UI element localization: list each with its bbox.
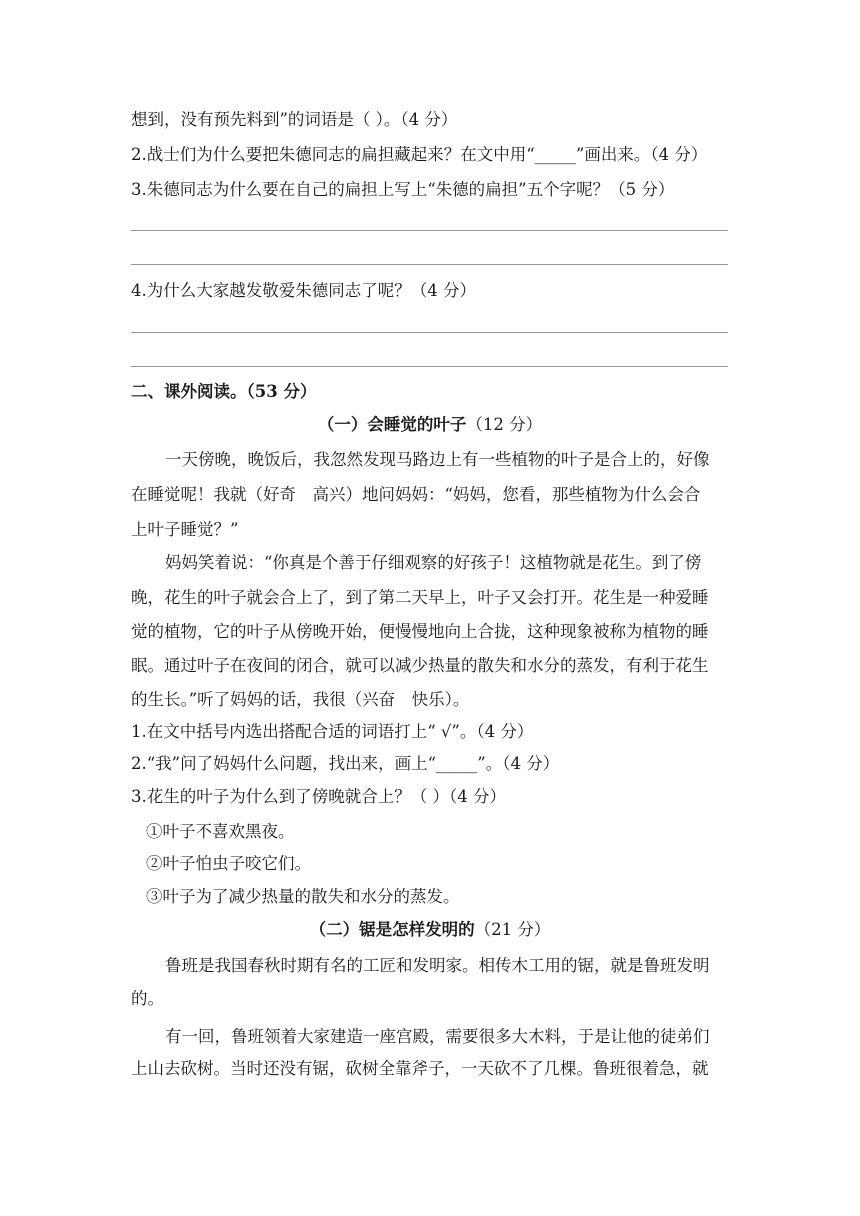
- passage-line: 鲁班是我国春秋时期有名的工匠和发明家。相传木工用的锯，就是鲁班发明: [165, 956, 710, 975]
- choice-option: ③叶子为了减少热量的散失和水分的蒸发。: [146, 887, 460, 906]
- answer-line: [131, 332, 728, 333]
- passage-line: 眠。通过叶子在夜间的闭合，就可以减少热量的散失和水分的蒸发，有利于花生: [131, 656, 709, 675]
- question-1-continuation: 想到，没有预先料到”的词语是（ ）。（4 分）: [131, 110, 458, 129]
- passage-line: 觉的植物，它的叶子从傍晚开始，便慢慢地向上合拢，这种现象被称为植物的睡: [131, 622, 709, 641]
- passage-line: 妈妈笑着说：“你真是个善于仔细观察的好孩子！这植物就是花生。到了傍: [165, 553, 702, 572]
- passage-line: 有一回，鲁班领着大家建造一座宫殿，需要很多大木料，于是让他的徒弟们: [165, 1027, 710, 1046]
- answer-line: [131, 366, 728, 367]
- passage-line: 上山去砍树。当时还没有锯，砍树全靠斧子，一天砍不了几棵。鲁班很着急，就: [131, 1059, 709, 1078]
- section-heading: 二、课外阅读。（53 分）: [131, 382, 317, 401]
- passage-title: [0, 919, 860, 941]
- passage-line: 一天傍晚，晚饭后，我忽然发现马路边上有一些植物的叶子是合上的，好像: [165, 450, 710, 469]
- passage-line: 的生长。”听了妈妈的话，我很（兴奋 快乐）。: [131, 690, 470, 709]
- question-3: 3.朱德同志为什么要在自己的扁担上写上“朱德的扁担”五个字呢？（5 分）: [131, 180, 675, 199]
- question: 3.花生的叶子为什么到了傍晚就合上？（ ）（4 分）: [131, 787, 506, 806]
- question-2: 2.战士们为什么要把朱德同志的扁担藏起来？在文中用“_____”画出来。（4 分）: [131, 145, 708, 164]
- question: 2.“我”问了妈妈什么问题，找出来，画上“_____”。（4 分）: [131, 754, 560, 773]
- choice-option: ②叶子怕虫子咬它们。: [146, 854, 311, 873]
- choice-option: ①叶子不喜欢黑夜。: [146, 822, 295, 841]
- passage-title-text: （一）会睡觉的叶子: [317, 415, 467, 434]
- passage-line: 晚，花生的叶子就会合上了，到了第二天早上，叶子又会打开。花生是一种爱睡: [131, 588, 709, 607]
- question: 1.在文中括号内选出搭配合适的词语打上“ √”。（4 分）: [131, 722, 534, 741]
- passage-title-text: （二）锯是怎样发明的: [309, 920, 475, 939]
- passage-line: 的。: [131, 989, 164, 1008]
- passage-line: 在睡觉呢！我就（好奇 高兴）地问妈妈：“妈妈，您看，那些植物为什么会合: [131, 485, 701, 504]
- passage-title: [0, 414, 860, 436]
- passage-score: （21 分）: [474, 920, 551, 939]
- passage-score: （12 分）: [466, 415, 543, 434]
- answer-line: [131, 264, 728, 265]
- question-4: 4.为什么大家越发敬爱朱德同志了呢？（4 分）: [131, 281, 476, 300]
- passage-line: 上叶子睡觉？”: [131, 520, 239, 539]
- answer-line: [131, 230, 728, 231]
